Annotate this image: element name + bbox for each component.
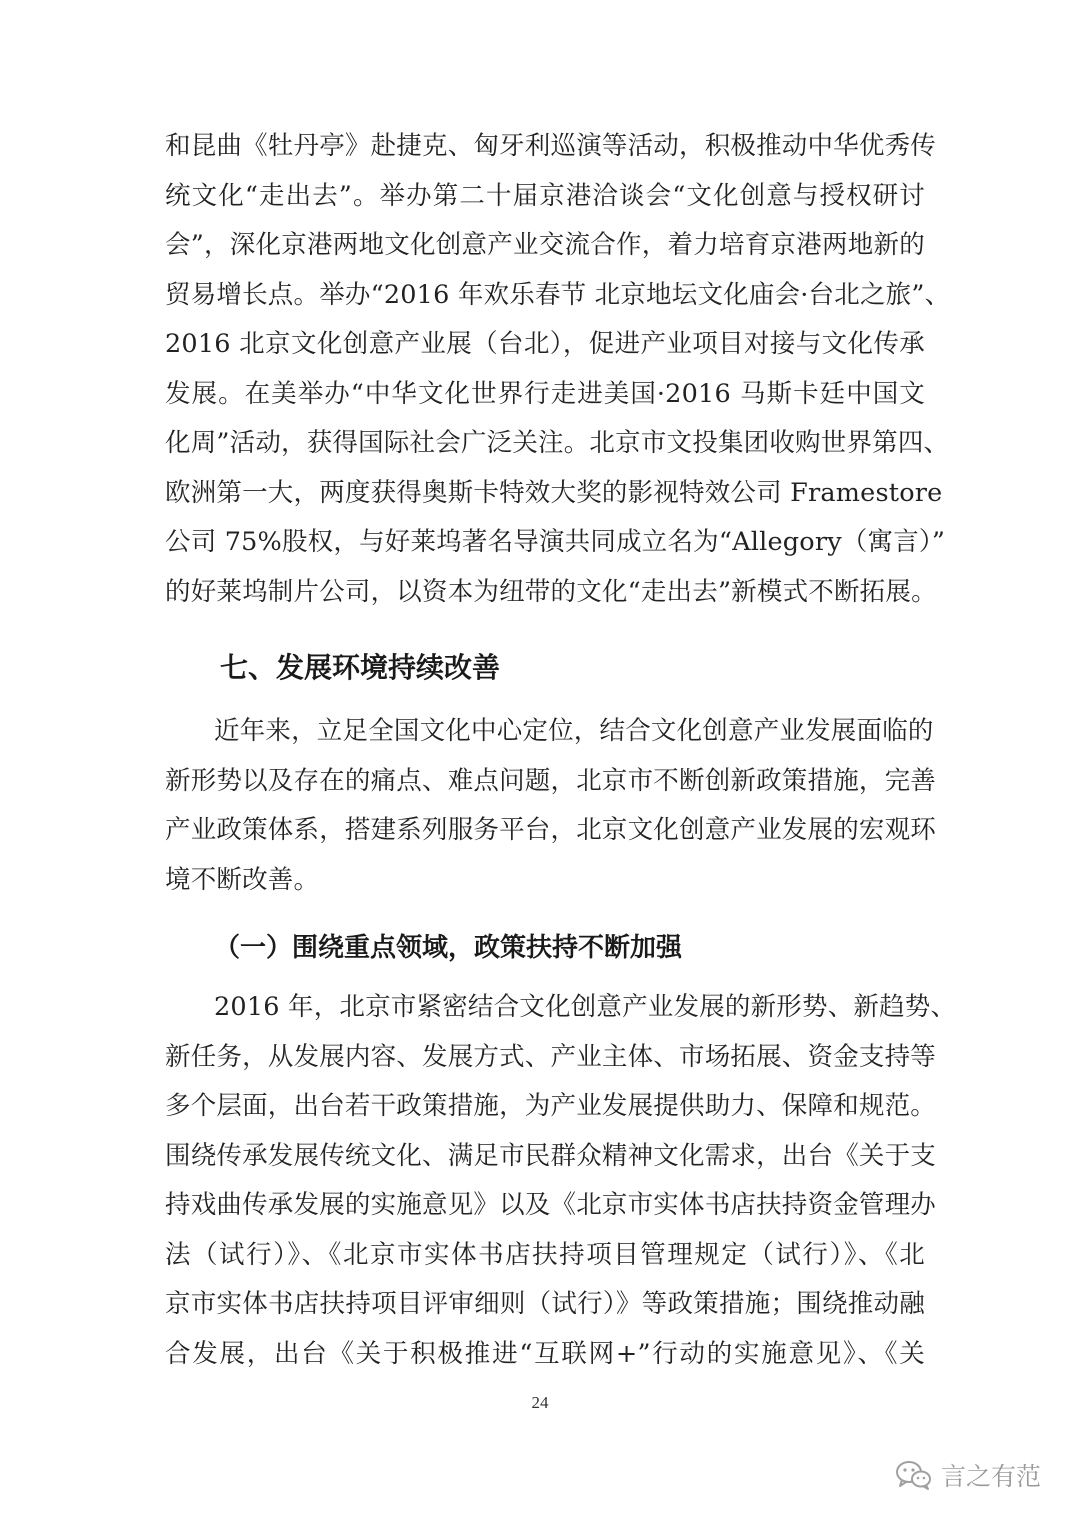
text-line: 2016 北京文化创意产业展（台北），促进产业项目对接与文化传承 (165, 329, 925, 359)
text-line: 合发展，出台《关于积极推进“互联网+”行动的实施意见》、《关 (165, 1339, 925, 1369)
watermark (895, 1455, 1041, 1495)
text-line: 京市实体书店扶持项目评审细则（试行）》等政策措施；围绕推动融 (165, 1289, 925, 1319)
text-line: 化周”活动，获得国际社会广泛关注。北京市文投集团收购世界第四、 (165, 428, 950, 458)
text-line: 公司 75%股权，与好莱坞著名导演共同成立名为“Allegory（寓言）” (165, 527, 946, 557)
text-line: 产业政策体系，搭建系列服务平台，北京文化创意产业发展的宏观环 (165, 815, 937, 845)
subsection-heading: （一）围绕重点领域，政策扶持不断加强 (214, 933, 683, 963)
text-line: 统文化“走出去”。举办第二十届京港洽谈会“文化创意与授权研讨 (165, 181, 925, 211)
wechat-icon (895, 1459, 933, 1491)
text-line: 2016 年，北京市紧密结合文化创意产业发展的新形势、新趋势、 (214, 992, 957, 1022)
text-line: 持戏曲传承发展的实施意见》以及《北京市实体书店扶持资金管理办 (165, 1190, 937, 1220)
text-line: 围绕传承发展传统文化、满足市民群众精神文化需求，出台《关于支 (165, 1141, 937, 1171)
text-line: 贸易增长点。举办“2016 年欢乐春节 北京地坛文化庙会·台北之旅”、 (165, 280, 951, 310)
text-line: 境不断改善。 (165, 865, 320, 895)
text-line: 发展。在美举办“中华文化世界行走进美国·2016 马斯卡廷中国文 (165, 379, 925, 409)
text-line: 和昆曲《牡丹亭》赴捷克、匈牙利巡演等活动，积极推动中华优秀传 (165, 131, 937, 161)
text-line: 的好莱坞制片公司，以资本为纽带的文化“走出去”新模式不断拓展。 (165, 577, 937, 607)
watermark-text: 言之有范 (941, 1462, 1042, 1491)
text-line: 法（试行）》、《北京市实体书店扶持项目管理规定（试行）》、《北 (165, 1240, 925, 1270)
text-line: 欧洲第一大，两度获得奥斯卡特效大奖的影视特效公司 Framestore (165, 478, 943, 508)
text-line: 新任务，从发展内容、发展方式、产业主体、市场拓展、资金支持等 (165, 1042, 937, 1072)
text-line: 多个层面，出台若干政策措施，为产业发展提供助力、保障和规范。 (165, 1091, 937, 1121)
text-line: 近年来，立足全国文化中心定位，结合文化创意产业发展面临的 (214, 716, 934, 746)
text-line: 会”，深化京港两地文化创意产业交流合作，着力培育京港两地新的 (165, 230, 925, 260)
page-number: 24 (531, 1393, 549, 1412)
text-line: 新形势以及存在的痛点、难点问题，北京市不断创新政策措施，完善 (165, 766, 937, 796)
section-heading: 七、发展环境持续改善 (220, 651, 501, 684)
